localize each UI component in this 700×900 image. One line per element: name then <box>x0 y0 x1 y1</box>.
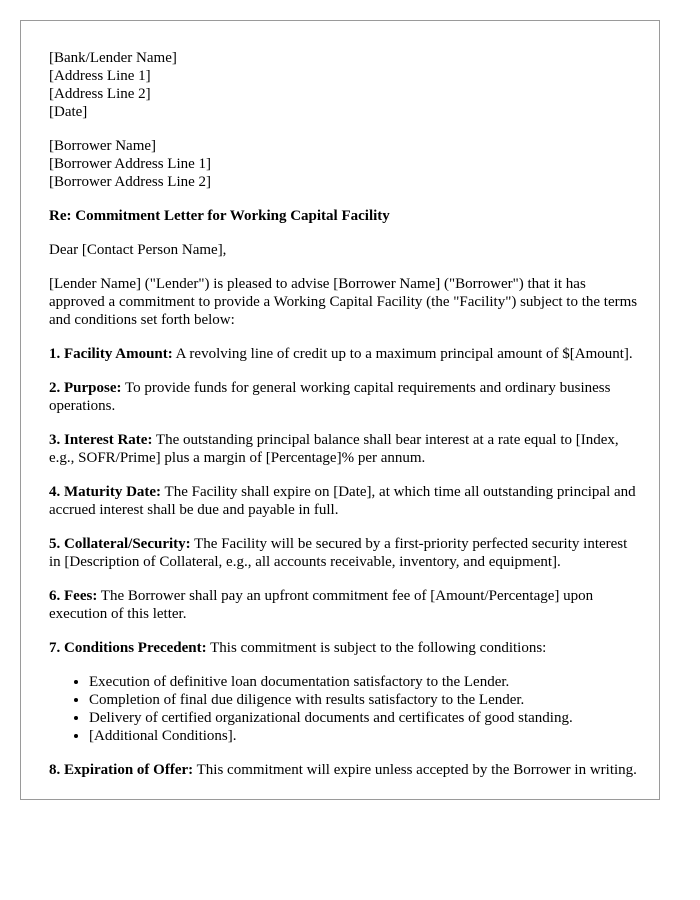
list-item: • Completion of final due diligence with results satisfactory to the Lender. <box>89 691 639 709</box>
letter-content <box>49 49 639 795</box>
list-item: • Execution of definitive loan documentation satisfactory to the Lender. <box>89 673 639 691</box>
section-maturity-date <box>49 483 639 519</box>
letter-date: [Date] <box>49 104 88 120</box>
section-text: The Facility will be secured by a first-priority perfected security interest in [Description of Collateral, e.g., all accounts receivable, inventory, and equipment]. <box>49 536 628 570</box>
lender-name: [Bank/Lender Name] <box>49 50 177 66</box>
section-collateral <box>49 535 639 571</box>
section-label: 6. Fees: <box>49 588 98 604</box>
lender-address-line-2: [Address Line 2] <box>49 86 151 102</box>
section-label: 3. Interest Rate: <box>49 432 153 448</box>
section-facility-amount <box>49 345 639 363</box>
section-label: 8. Expiration of Offer: <box>49 762 194 778</box>
borrower-block <box>49 137 639 191</box>
subject-line: Re: Commitment Letter for Working Capital Facility <box>49 208 390 224</box>
borrower-address-line-2: [Borrower Address Line 2] <box>49 174 212 190</box>
section-label: 5. Collateral/Security: <box>49 536 191 552</box>
section-fees <box>49 587 639 623</box>
section-text: This commitment is subject to the following conditions: <box>206 640 547 656</box>
section-text: A revolving line of credit up to a maximum principal amount of $[Amount]. <box>172 346 633 362</box>
list-item: • [Additional Conditions]. <box>89 727 639 745</box>
conditions-list <box>49 673 639 745</box>
section-conditions-precedent <box>49 639 639 657</box>
letter-page <box>20 20 660 800</box>
section-text: The Facility shall expire on [Date], at which time all outstanding principal and accrued interest shall be due and payable in full. <box>49 484 636 518</box>
section-interest-rate <box>49 431 639 467</box>
section-expiration <box>49 761 639 779</box>
section-text: To provide funds for general working capital requirements and ordinary business operations. <box>49 380 611 414</box>
intro-paragraph: [Lender Name] ("Lender") is pleased to advise [Borrower Name] ("Borrower") that it has approved a commitment to provide a Working Capital Facility (the "Facility") subject to the terms and conditions set forth below: <box>49 276 638 328</box>
borrower-address-line-1: [Borrower Address Line 1] <box>49 156 212 172</box>
section-text: The outstanding principal balance shall bear interest at a rate equal to [Index, e.g., SOFR/Prime] plus a margin of [Percentage]% per annum. <box>49 432 619 466</box>
section-text: This commitment will expire unless accepted by the Borrower in writing. <box>193 762 637 778</box>
lender-block <box>49 49 639 121</box>
lender-address-line-1: [Address Line 1] <box>49 68 151 84</box>
section-label: 4. Maturity Date: <box>49 484 162 500</box>
list-item: • Delivery of certified organizational documents and certificates of good standing. <box>89 709 639 727</box>
salutation: Dear [Contact Person Name], <box>49 242 227 258</box>
section-label: 2. Purpose: <box>49 380 122 396</box>
section-label: 7. Conditions Precedent: <box>49 640 207 656</box>
section-text: The Borrower shall pay an upfront commitment fee of [Amount/Percentage] upon execution of this letter. <box>49 588 594 622</box>
section-label: 1. Facility Amount: <box>49 346 173 362</box>
borrower-name: [Borrower Name] <box>49 138 157 154</box>
section-purpose <box>49 379 639 415</box>
